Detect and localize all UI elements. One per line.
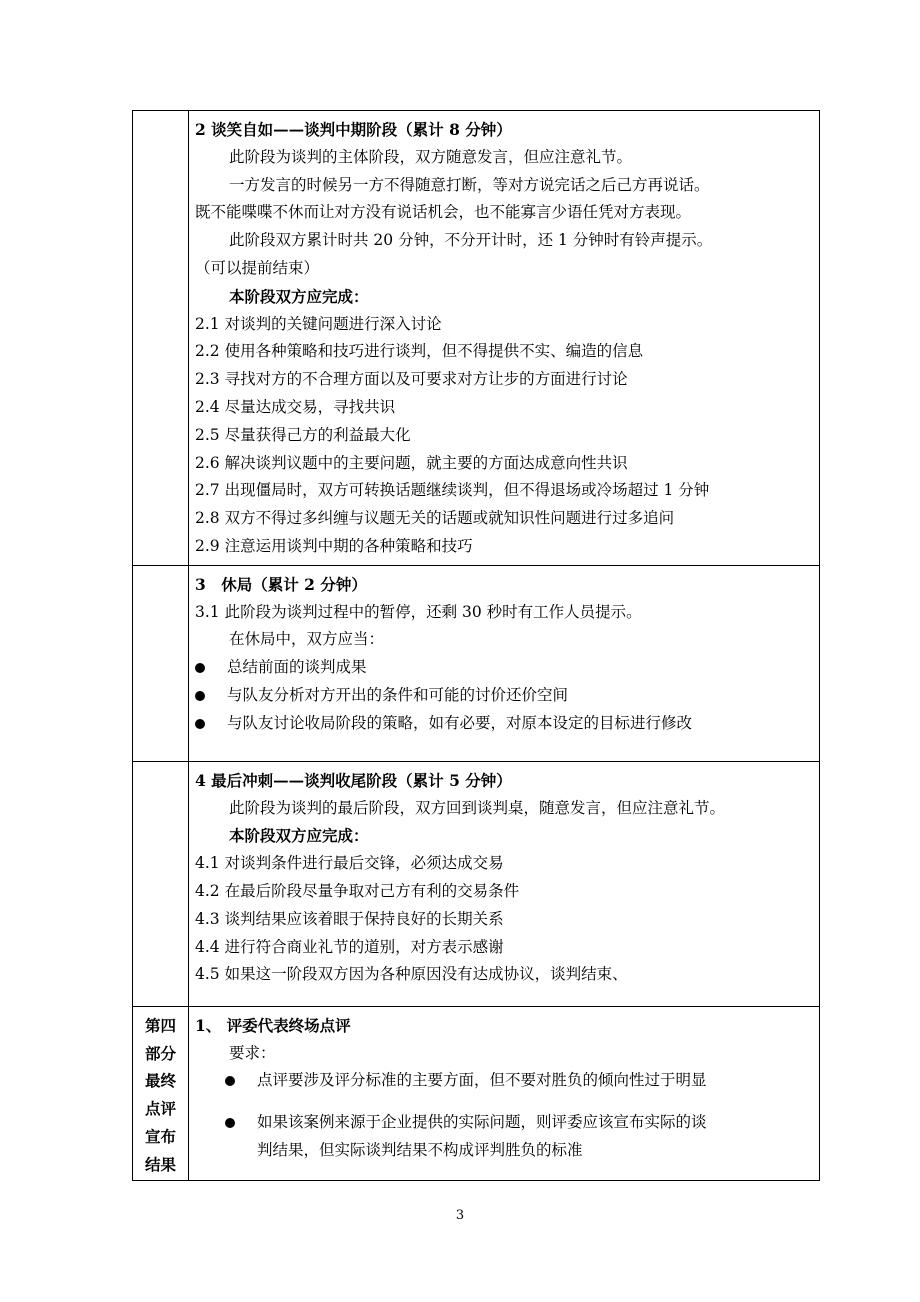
part4-side-label-line: 第四: [144, 1015, 176, 1035]
bullet-text: 总结前面的谈判成果: [227, 658, 367, 677]
page-number: 3: [455, 1208, 465, 1223]
section2-para2-line1: 一方发言的时候另一方不得随意打断，等对方说完话之后己方再说话。: [229, 175, 710, 194]
bullet-item: [195, 1067, 813, 1095]
part4-side-label-line: 最终: [144, 1071, 176, 1091]
section2-item: 2.9 注意运用谈判中期的各种策略和技巧: [195, 536, 473, 555]
part4-heading: 1、 评委代表终场点评: [195, 1015, 351, 1035]
section2-para3-line2: （可以提前结束）: [195, 258, 320, 277]
section2-item: 2.1 对谈判的关键问题进行深入讨论: [195, 314, 442, 333]
section4-para1: 此阶段为谈判的最后阶段，双方回到谈判桌，随意发言，但应注意礼节。: [229, 798, 726, 817]
section2-heading: 2 谈笑自如——谈判中期阶段（累计 8 分钟）: [195, 120, 512, 139]
section4-item: 4.5 如果这一阶段双方因为各种原因没有达成协议，谈判结束、: [195, 965, 628, 984]
section4-item: 4.3 谈判结果应该着眼于保持良好的长期关系: [195, 909, 504, 928]
section4-tasks-title: 本阶段双方应完成：: [229, 826, 369, 846]
part4-side-label-line: 点评: [144, 1099, 176, 1119]
section2-item: 2.3 寻找对方的不合理方面以及可要求对方让步的方面进行讨论: [195, 370, 628, 389]
part4-side-label-line: 结果: [144, 1154, 176, 1174]
bullet-text: 与队友分析对方开出的条件和可能的讨价还价空间: [227, 685, 569, 704]
bullet-dot-icon: [195, 691, 205, 701]
section2-item: 2.2 使用各种策略和技巧进行谈判，但不得提供不实、编造的信息: [195, 342, 644, 361]
bullet-text: 点评要涉及评分标准的主要方面，但不要对胜负的倾向性过于明显: [257, 1071, 707, 1090]
section2-item: 2.5 尽量获得己方的利益最大化: [195, 425, 411, 444]
section2-item: 2.6 解决谈判议题中的主要问题，就主要的方面达成意向性共识: [195, 453, 628, 472]
bullet-item: [195, 654, 813, 682]
bullet-dot-icon: [195, 719, 205, 729]
section4-item: 4.2 在最后阶段尽量争取对己方有利的交易条件: [195, 881, 520, 900]
section4-cell: [189, 761, 820, 1006]
content-table: [132, 110, 820, 1181]
part4-side-label-line: 部分: [144, 1043, 176, 1063]
section2-para2-line2: 既不能喋喋不休而让对方没有说话机会，也不能寡言少语任凭对方表现。: [195, 203, 692, 222]
part4-side-label-line: 宣布: [144, 1126, 176, 1146]
left-cell-blank: [133, 111, 189, 566]
section3-cell: [189, 565, 820, 761]
part4-requirement: 要求：: [229, 1043, 276, 1062]
left-cell-blank: [133, 761, 189, 1006]
bullet-dot-icon: [225, 1118, 235, 1128]
section2-cell: [189, 111, 820, 566]
bullet-dot-icon: [225, 1076, 235, 1086]
part4-cell: [189, 1006, 820, 1180]
bullet-text: 与队友讨论收局阶段的策略，如有必要，对原本设定的目标进行修改: [227, 713, 693, 732]
section3-line2: 在休局中，双方应当：: [229, 630, 385, 649]
section3-heading: 3 休局（累计 2 分钟）: [195, 574, 367, 594]
left-cell-blank: [133, 565, 189, 761]
bullet-item: [195, 682, 813, 710]
section4-heading: 4 最后冲刺——谈判收尾阶段（累计 5 分钟）: [195, 770, 512, 790]
part4-side-label-cell: [133, 1006, 189, 1180]
section4-item: 4.1 对谈判条件进行最后交锋，必须达成交易: [195, 854, 504, 873]
section2-item: 2.7 出现僵局时，双方可转换话题继续谈判，但不得退场或冷场超过 1 分钟: [195, 481, 710, 500]
bullet-text-continuation: 判结果，但实际谈判结果不构成评判胜负的标准: [257, 1140, 583, 1159]
section2-tasks-title: 本阶段双方应完成：: [229, 286, 369, 306]
bullet-text: 如果该案例来源于企业提供的实际问题，则评委应该宣布实际的谈: [257, 1113, 707, 1132]
section2-para1: 此阶段为谈判的主体阶段，双方随意发言，但应注意礼节。: [229, 147, 633, 166]
bullet-dot-icon: [195, 663, 205, 673]
bullet-item: [195, 1109, 813, 1137]
section2-item: 2.4 尽量达成交易，寻找共识: [195, 397, 396, 416]
section3-line1: 3.1 此阶段为谈判过程中的暂停，还剩 30 秒时有工作人员提示。: [195, 602, 642, 621]
bullet-item: [195, 710, 813, 738]
section2-para3-line1: 此阶段双方累计时共 20 分钟，不分开计时，还 1 分钟时有铃声提示。: [229, 231, 713, 250]
section2-item: 2.8 双方不得过多纠缠与议题无关的话题或就知识性问题进行过多追问: [195, 509, 675, 528]
section4-item: 4.4 进行符合商业礼节的道别，对方表示感谢: [195, 937, 504, 956]
